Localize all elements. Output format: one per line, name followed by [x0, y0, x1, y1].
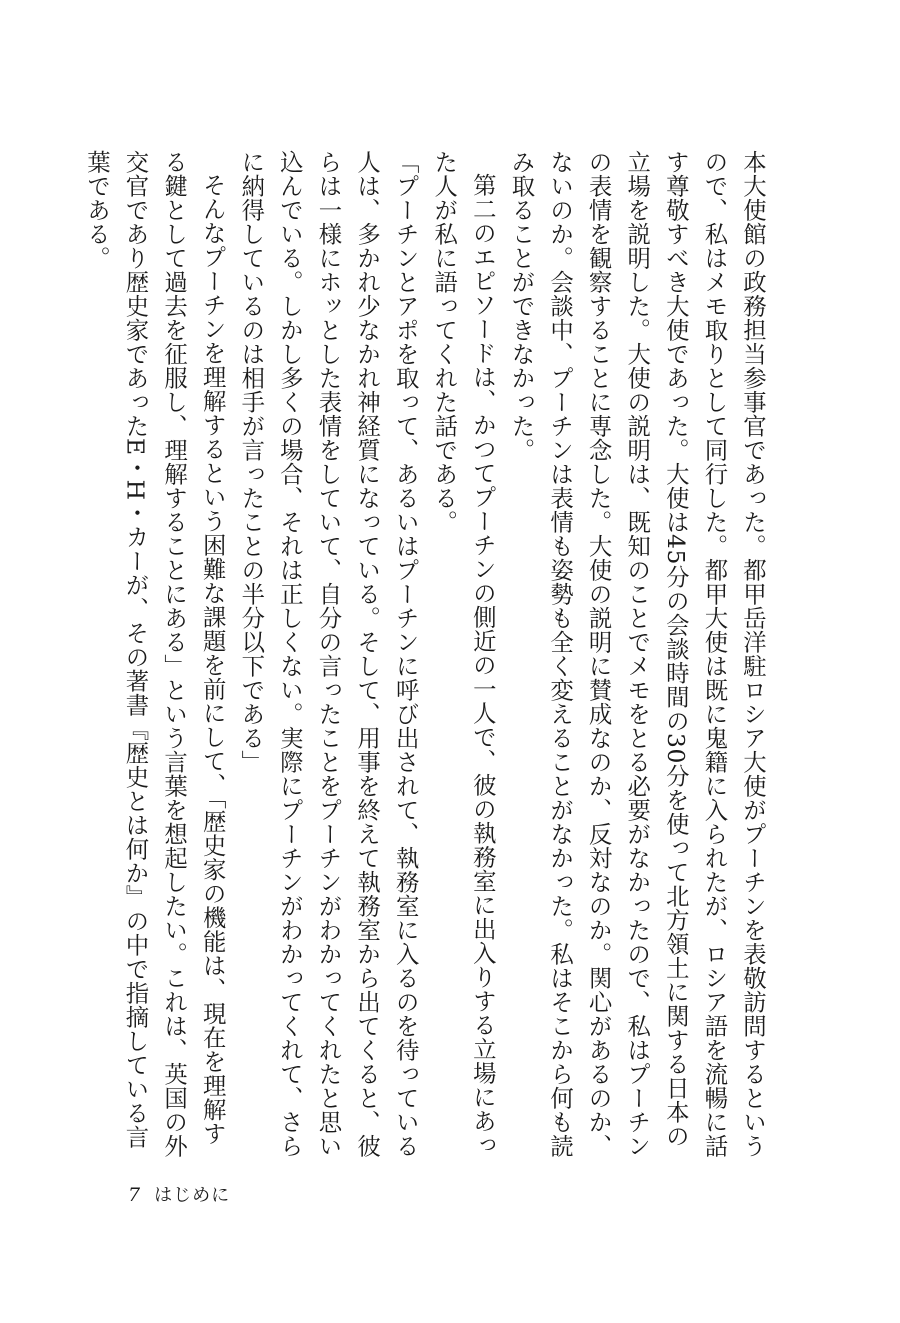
running-head: はじめに — [154, 1185, 231, 1206]
paragraph-3: 「プーチンとアポを取って、あるいはプーチンに呼び出されて、執務室に入るのを待っている人は、多かれ少なかれ神経質になっている。そして、用事を終えて執務室から出てくると、彼らは一様にホッとした表情をしていて、自分の言ったことをプーチンがわかってくれたと思い込んでいる。しかし多くの場合、それは正しくない。実際にプーチンがわかってくれて、さらに納得しているのは相手が言ったことの半分以下である」 — [237, 150, 420, 1158]
page-footer — [128, 1181, 230, 1207]
paragraph-4: そんなプーチンを理解するという困難な課題を前にして、「歴史家の機能は、現在を理解する鍵として過去を征服し、理解することにある」という言葉を想起したい。これは、英国の外交官であり歴史家であったE・H・カーが、その著書『歴史とは何か』の中で指摘している言葉である。 — [82, 150, 227, 1158]
body-text — [82, 150, 772, 1160]
page-number: 7 — [128, 1184, 141, 1206]
paragraph-1: 本大使館の政務担当参事官であった。都甲岳洋駐ロシア大使がプーチンを表敬訪問するというので、私はメモ取りとして同行した。都甲大使は既に鬼籍に入られたが、ロシア語を流暢に話す尊敬すべき大使であった。大使は45分の会談時間の30分を使って北方領土に関する日本の立場を説明した。大使の説明は、既知のことでメモをとる必要がなかったので、私はプーチンの表情を観察することに専念した。大使の説明に賛成なのか、反対なのか。関心があるのか、ないのか。会談中、プーチンは表情も姿勢も全く変えることがなかった。私はそこから何も読み取ることができなかった。 — [507, 150, 767, 1158]
paragraph-2: 第二のエピソードは、かつてプーチンの側近の一人で、彼の執務室に出入りする立場にあった人が私に語ってくれた話である。 — [430, 150, 497, 1158]
